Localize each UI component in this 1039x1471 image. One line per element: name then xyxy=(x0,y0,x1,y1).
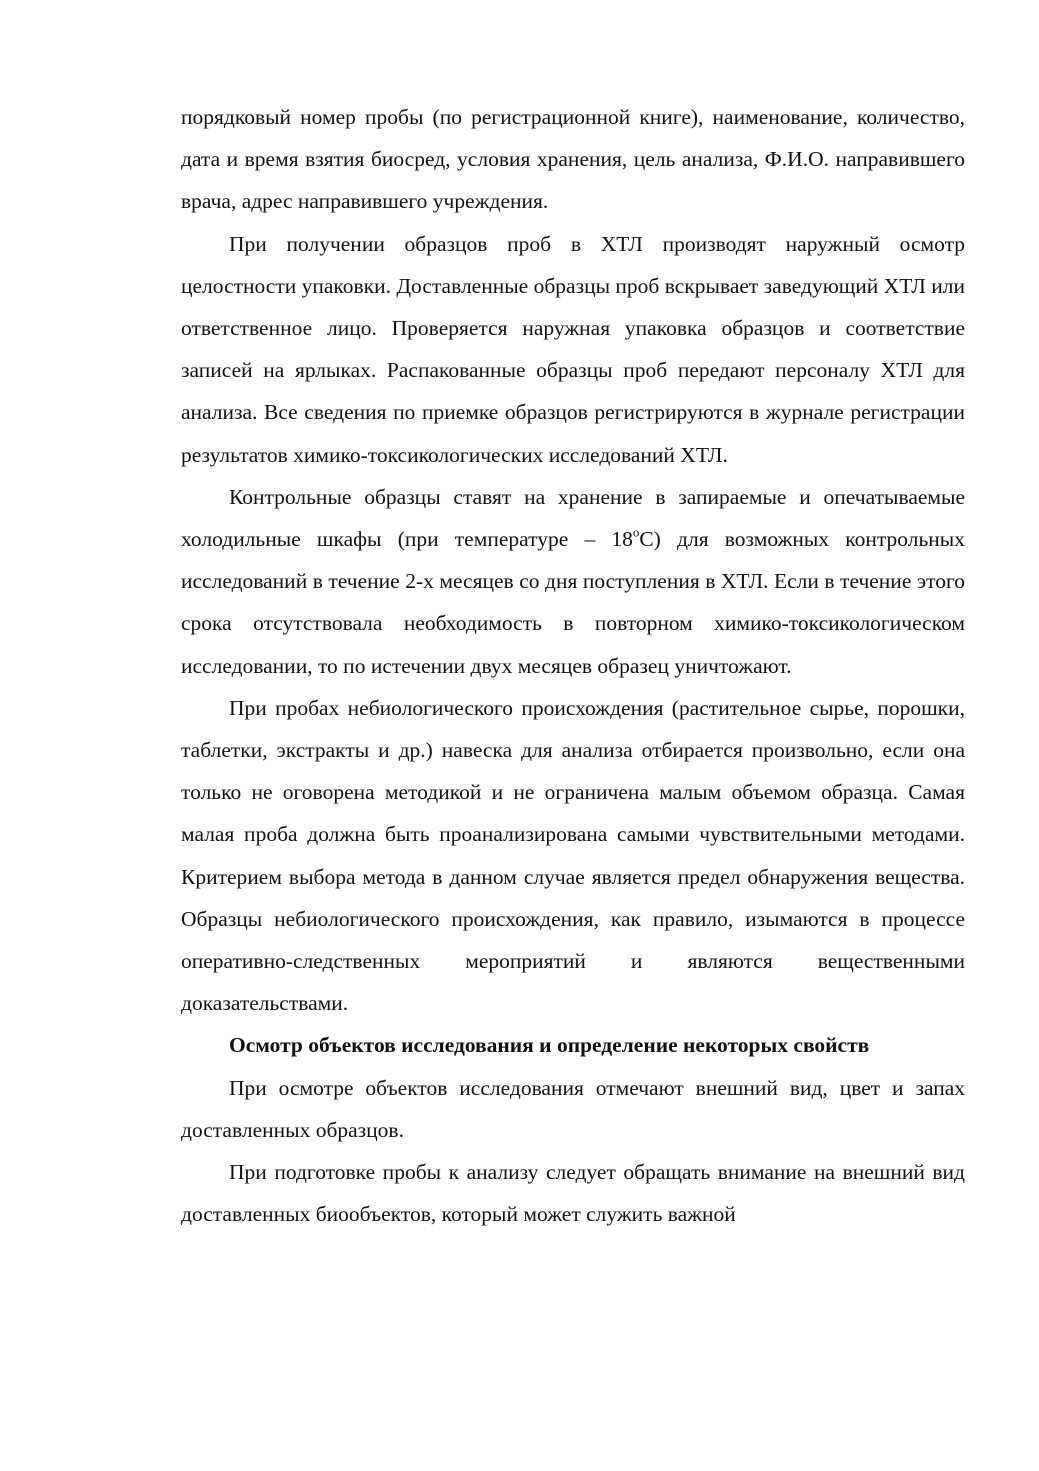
degree-superscript: о xyxy=(632,525,640,540)
paragraph-text: Контрольные образцы ставят на хранение в запираемые и опечатываемые холодильные шкафы (при температуре – 18 xyxy=(181,484,965,552)
paragraph-nonbiological-samples: При пробах небиологического происхождения (растительное сырье, порошки, таблетки, экстракты и др.) навеска для анализа отбирается произвольно, если она только не оговорена методикой и не ограничена малым объемом образца. Самая малая проба должна быть проанализирована самыми чувствительными методами. Критерием выбора метода в данном случае является предел обнаружения вещества. Образцы небиологического происхождения, как правило, изымаются в процессе оперативно-следственных мероприятий и являются вещественными доказательствами. xyxy=(181,695,965,1016)
paragraph-sample-registration: порядковый номер пробы (по регистрационной книге), наименование, количество, дата и время взятия биосред, условия хранения, цель анализа, Ф.И.О. направившего врача, адрес направившего учреждения. xyxy=(181,105,965,214)
section-heading: Осмотр объектов исследования и определение некоторых свойств xyxy=(229,1033,870,1058)
document-page xyxy=(181,96,965,1235)
paragraph-text: С) для возможных контрольных исследований в течение 2-х месяцев со дня поступления в ХТЛ. Если в течение этого срока отсутствовала необходимость в повторном химико-токсикологическом исследовании, то по истечении двух месяцев образец уничтожают. xyxy=(181,527,965,678)
paragraph-control-samples xyxy=(181,476,965,687)
paragraph-sample-receipt: При получении образцов проб в ХТЛ производят наружный осмотр целостности упаковки. Доставленные образцы проб вскрывает заведующий ХТЛ или ответственное лицо. Проверяется наружная упаковка образцов и соответствие записей на ярлыках. Распакованные образцы проб передают персоналу ХТЛ для анализа. Все сведения по приемке образцов регистрируются в журнале регистрации результатов химико-токсикологических исследований ХТЛ. xyxy=(181,231,965,467)
paragraph-inspection: При осмотре объектов исследования отмечают внешний вид, цвет и запах доставленных образцов. xyxy=(181,1075,965,1142)
paragraph-preparation: При подготовке пробы к анализу следует обращать внимание на внешний вид доставленных биообъектов, который может служить важной xyxy=(181,1160,965,1227)
